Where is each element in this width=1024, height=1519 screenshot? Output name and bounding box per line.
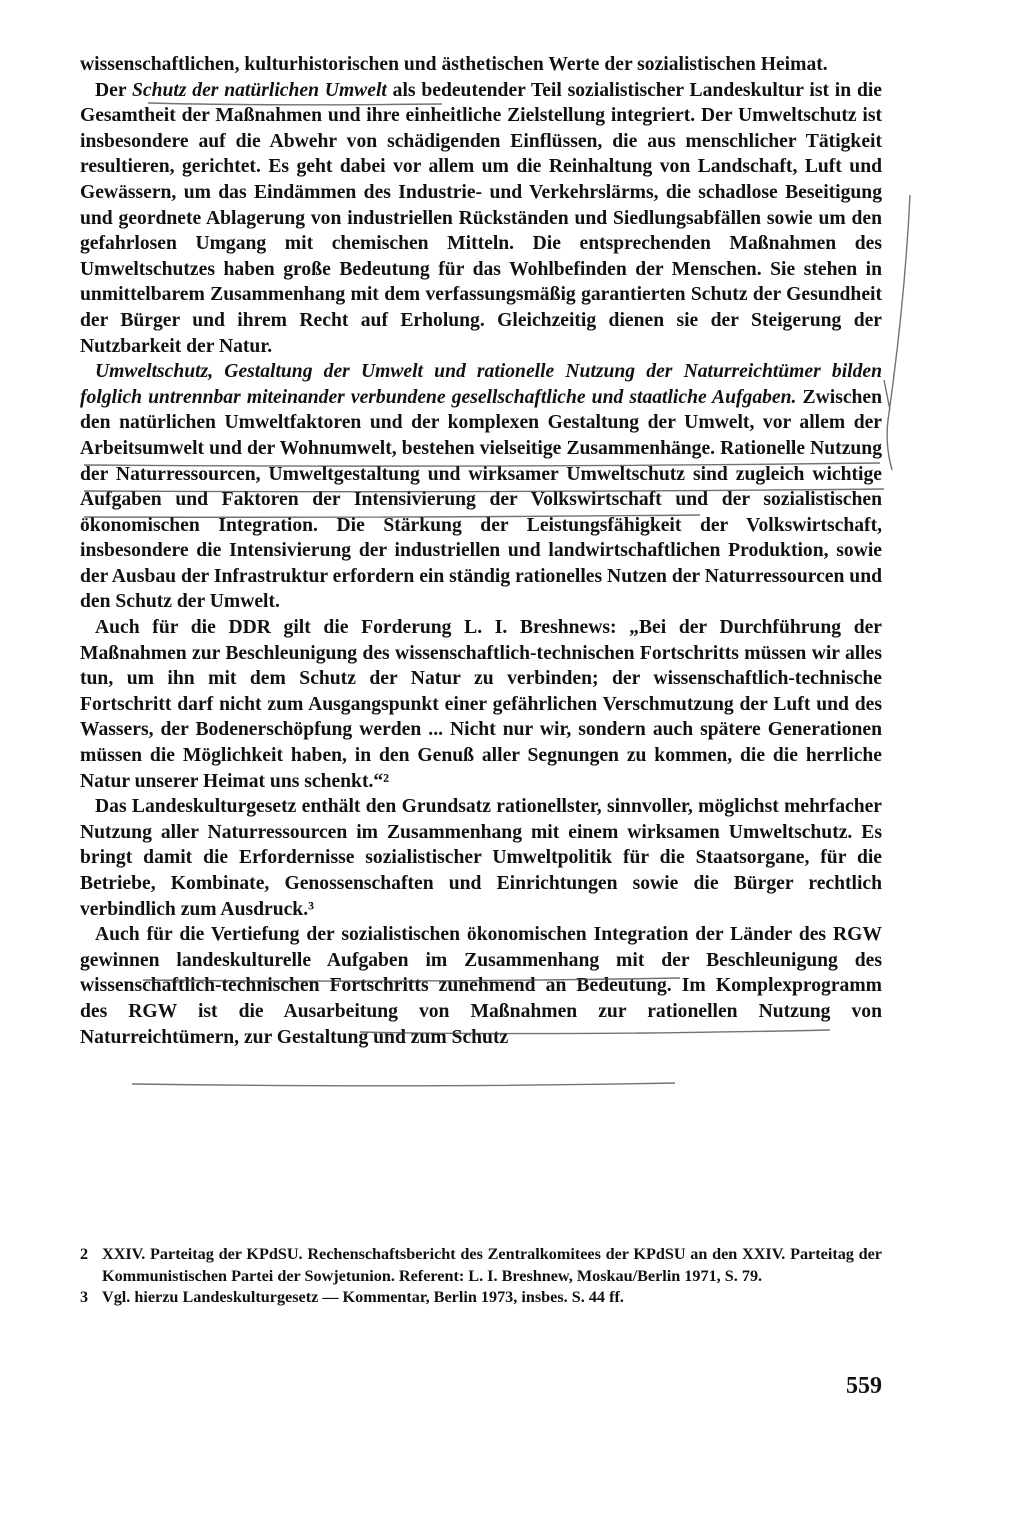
paragraph-text: Zwischen den natürlichen Umweltfaktoren und der komplexen Gestaltung der Umwelt, vor allem der Arbeitsumwelt und der Wohnumwelt, bestehen vielseitige Zusammenhänge. Rationelle Nutzung der Naturressourcen, Umweltgestaltung und wirksamer Umweltschutz sind zugleich wichtige Aufgaben und Faktoren der Intensivierung der Volkswirtschaft und der sozialistischen ökonomischen Integration. Die Stärkung der Leistungsfähigkeit der Volkswirtschaft, insbesondere die Intensivierung der industriellen und landwirtschaftlichen Produktion, sowie der Ausbau der Infrastruktur erfordern ein ständig rationelles Nutzen der Naturressourcen und den Schutz der Umwelt. [80, 386, 883, 613]
underline-mark [132, 1083, 675, 1086]
emphasis-text: Schutz der natürlichen Umwelt [132, 79, 387, 101]
footnote-number: 3 [80, 1288, 89, 1306]
paragraph-3 [80, 359, 882, 615]
footnote [80, 1287, 882, 1309]
footnote-text: Vgl. hierzu Landeskulturgesetz — Kommentar, Berlin 1973, insbes. S. 44 ff. [102, 1288, 624, 1306]
body-text [80, 52, 882, 1050]
paragraph-text: Das Landeskulturgesetz enthält den Grundsatz rationellster, sinnvoller, möglichst mehrfacher Nutzung aller Naturressourcen im Zusammenhang mit einem wirksamen Umweltschutz. Es bringt damit die Erfordernisse sozialistischer Umweltpolitik für die Staatsorgane, für die Betriebe, Kombinate, Genossenschaften und Einrichtungen sowie die Bürger rechtlich verbindlich zum Ausdruck.³ [80, 796, 882, 920]
footnote [80, 1244, 882, 1287]
paragraph-text: wissenschaftlichen, kulturhistorischen und ästhetischen Werte der sozialistischen Heimat. [80, 54, 828, 75]
paragraph-lead: Der [95, 79, 133, 101]
paragraph-text: als bedeutender Teil sozialistischer Landeskultur ist in die Gesamtheit der Maßnahmen und ihre einheitliche Zielstellung integriert. Der Umweltschutz ist insbesondere auf die Abwehr von schädigenden Einflüssen, die aus menschlicher Tätigkeit resultieren, gerichtet. Es geht dabei vor allem um die Reinhaltung von Landschaft, Luft und Gewässern, um das Eindämmen des Industrie- und Verkehrslärms, die schadlose Beseitigung und geordnete Ablagerung von industriellen Rückständen und Siedlungsabfällen sowie um den gefahrlosen Umgang mit chemischen Mitteln. Die entsprechenden Maßnahmen des Umweltschutzes haben große Bedeutung für das Wohlbefinden der Menschen. Sie stehen in unmittelbarem Zusammenhang mit dem verfassungsmäßig garantierten Schutz der Gesundheit der Bürger und ihrem Recht auf Erholung. Gleichzeitig dienen sie der Steigerung der Nutzbarkeit der Natur. [80, 79, 882, 357]
paragraph-5 [80, 794, 882, 922]
paragraph-4 [80, 615, 882, 794]
footnotes [80, 1244, 882, 1309]
margin-mark [887, 195, 910, 470]
page-number: 559 [846, 1373, 882, 1399]
emphasis-text: Umweltschutz, Gestaltung der Umwelt und rationelle Nutzung der Naturreichtümer bilden folglich untrennbar miteinander verbundene gesellschaftliche und staatliche Aufgaben. [80, 361, 882, 408]
paragraph-1 [80, 52, 882, 78]
paragraph-text: Auch für die Vertiefung der sozialistischen ökonomischen Integration der Länder des RGW gewinnen landeskulturelle Aufgaben im Zusammenhang mit der Beschleunigung des wissenschaftlich-technischen Fortschritts zunehmend an Bedeutung. Im Komplexprogramm des RGW ist die Ausarbeitung von Maßnahmen zur rationellen Nutzung von Naturreichtümern, zur Gestaltung und zum Schutz [80, 924, 882, 1048]
footnote-number: 2 [80, 1245, 89, 1263]
margin-mark [884, 380, 890, 410]
paragraph-2 [80, 78, 882, 360]
footnote-text: XXIV. Parteitag der KPdSU. Rechenschaftsbericht des Zentralkomitees der KPdSU an den XXIV. Parteitag der Kommunistischen Partei der Sowjetunion. Referent: L. I. Breshnew, Moskau/Berlin 1971, S. 79. [102, 1245, 882, 1285]
paragraph-6 [80, 922, 882, 1050]
paragraph-text: Auch für die DDR gilt die Forderung L. I. Breshnews: „Bei der Durchführung der Maßnahmen zur Beschleunigung des wissenschaftlich-technischen Fortschritts müssen wir alles tun, um ihn mit dem Schutz der Natur zu verbinden; der wissenschaftlich-technische Fortschritt darf nicht zum Ausgangspunkt einer gefährlichen Verschmutzung der Luft und des Wassers, der Bodenerschöpfung werden ... Nicht nur wir, sondern auch spätere Generationen müssen die Möglichkeit haben, in den Genuß aller Segnungen zu kommen, die die herrliche Natur unserer Heimat uns schenkt.“² [80, 617, 882, 792]
